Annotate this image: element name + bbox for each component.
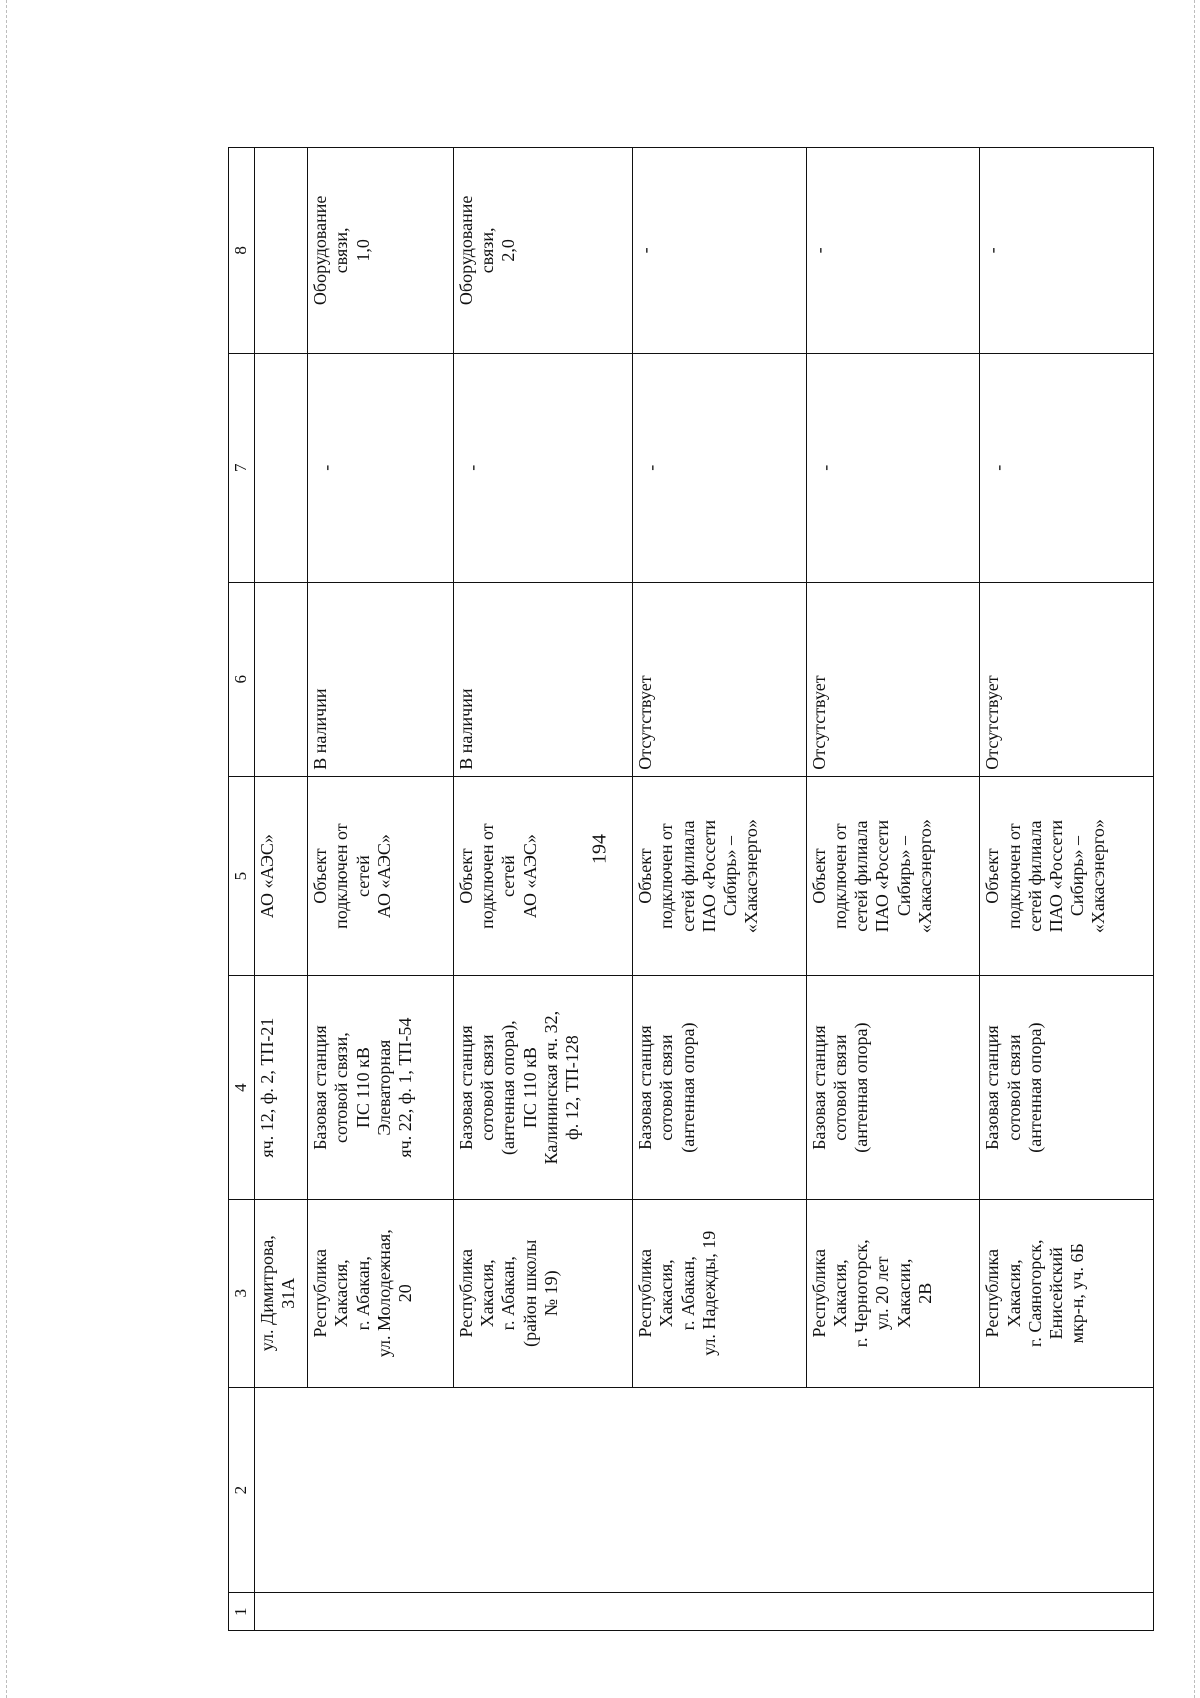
table-cell-col-1 xyxy=(980,1593,1154,1631)
table-cell-col-8 xyxy=(255,148,308,354)
cell-text-line: Базовая станция xyxy=(455,1025,476,1150)
document-table xyxy=(228,147,1154,1631)
table-row xyxy=(308,148,454,1631)
table-wrapper xyxy=(228,147,1154,1631)
table-cell-col-7: - xyxy=(806,353,980,582)
cell-text-line: связи, xyxy=(477,227,498,274)
column-header-1: 1 xyxy=(229,1593,255,1631)
cell-text-line: ул. Надежды, 19 xyxy=(698,1230,719,1356)
cell-text-line: сотовой связи xyxy=(656,1034,677,1141)
cell-text-line: - xyxy=(635,247,656,254)
cell-text-line: Объект xyxy=(455,848,476,904)
cell-text-line: Объект xyxy=(635,848,656,904)
table-cell-col-8 xyxy=(453,148,632,354)
cell-text-line: ул. Димитрова, xyxy=(257,1235,277,1352)
cell-text-line: сотовой связи xyxy=(829,1034,850,1141)
column-header-2: 2 xyxy=(229,1387,255,1593)
cell-text-line: «Хакасэнерго» xyxy=(1088,819,1109,934)
table-header-row xyxy=(229,148,255,1631)
cell-text-line: ул. 20 лет xyxy=(872,1256,893,1331)
cell-text-line: 2В xyxy=(914,1282,935,1304)
table-cell-col-8 xyxy=(308,148,454,354)
table-cell-col-4 xyxy=(633,976,807,1199)
table-cell-col-2 xyxy=(308,1387,454,1593)
table-cell-col-3 xyxy=(980,1199,1154,1387)
table-cell-col-3 xyxy=(806,1199,980,1387)
cell-text-line: Хакасия, xyxy=(331,1259,352,1328)
table-cell-col-4 xyxy=(806,976,980,1199)
cell-text-line: Оборудование xyxy=(310,195,331,306)
cell-text-line: Сибирь» – xyxy=(1067,836,1088,917)
table-cell-col-5 xyxy=(633,776,807,976)
cell-text-line: Объект xyxy=(310,848,331,904)
cell-text-line: ф. 12, ТП-128 xyxy=(561,1035,582,1140)
cell-text-line: ПС 110 кВ xyxy=(519,1047,540,1129)
column-header-6: 6 xyxy=(229,582,255,776)
table-cell-col-3 xyxy=(633,1199,807,1387)
table-cell-col-7: - xyxy=(453,353,632,582)
table-cell-col-1 xyxy=(255,1593,308,1631)
cell-text-line: Хакасия, xyxy=(1003,1259,1024,1328)
cell-text-line: сетей филиала xyxy=(851,820,872,932)
cell-text-line: ПАО «Россети xyxy=(1046,819,1067,933)
cell-text-line: Элеваторная xyxy=(373,1039,394,1136)
cell-text-line: мкр-н, уч. 6Б xyxy=(1067,1243,1088,1344)
cell-text-line: (район школы xyxy=(519,1239,540,1347)
cell-text-line: (антенная опора) xyxy=(851,1022,872,1153)
cell-text-line: Хакасия, xyxy=(829,1259,850,1328)
table-row xyxy=(633,148,807,1631)
table-cell-col-4 xyxy=(308,976,454,1199)
column-header-4: 4 xyxy=(229,976,255,1199)
column-header-8: 8 xyxy=(229,148,255,354)
cell-text-line: сетей филиала xyxy=(677,820,698,932)
cell-text-line: Объект xyxy=(808,848,829,904)
page-number: 194 xyxy=(588,834,611,864)
cell-text-line: (антенная опора) xyxy=(1024,1022,1045,1153)
cell-text-line: подключен от xyxy=(656,823,677,929)
table-row xyxy=(980,148,1154,1631)
cell-text-line: Оборудование xyxy=(455,195,476,306)
table-cell-col-2 xyxy=(453,1387,632,1593)
cell-text-line: подключен от xyxy=(1003,823,1024,929)
cell-text-line: сетей филиала xyxy=(1024,820,1045,932)
table-cell-col-6: Отсутствует xyxy=(980,582,1154,776)
table-cell-col-4 xyxy=(980,976,1154,1199)
table-row xyxy=(806,148,980,1631)
cell-text-line: Республика xyxy=(982,1249,1003,1338)
cell-text-line: 20 xyxy=(395,1284,416,1303)
scan-edge-left xyxy=(6,0,7,1698)
cell-text-line: яч. 12, ф. 2, ТП-21 xyxy=(257,1017,277,1158)
table-cell-col-1 xyxy=(308,1593,454,1631)
cell-text-line: г. Черногорск, xyxy=(851,1239,872,1348)
cell-text-line: 31А xyxy=(278,1277,299,1309)
table-row xyxy=(255,148,308,1631)
table-cell-col-5 xyxy=(308,776,454,976)
cell-text-line: ПАО «Россети xyxy=(872,819,893,933)
cell-text-line: АО «АЭС» xyxy=(519,834,540,919)
cell-text-line: (антенная опора), xyxy=(498,1020,519,1155)
table-cell-col-3 xyxy=(255,1199,308,1387)
cell-text-line: связи, xyxy=(331,227,352,274)
cell-text-line: 1,0 xyxy=(352,239,373,262)
cell-text-line: ПС 110 кВ xyxy=(352,1047,373,1129)
scan-edge-right xyxy=(1194,0,1195,1698)
cell-text-line: Базовая станция xyxy=(310,1025,331,1150)
cell-text-line: сетей xyxy=(352,855,373,897)
table-cell-col-6: В наличии xyxy=(308,582,454,776)
cell-text-line: № 19) xyxy=(540,1270,561,1317)
cell-text-line: Енисейский xyxy=(1046,1247,1067,1340)
table-cell-col-2 xyxy=(633,1387,807,1593)
cell-text-line: подключен от xyxy=(829,823,850,929)
cell-text-line: подключен от xyxy=(331,823,352,929)
cell-text-line: «Хакасэнерго» xyxy=(741,819,762,934)
cell-text-line: Хакасия, xyxy=(656,1259,677,1328)
cell-text-line: Базовая станция xyxy=(808,1025,829,1150)
table-cell-col-5 xyxy=(980,776,1154,976)
table-cell-col-2 xyxy=(806,1387,980,1593)
table-cell-col-4 xyxy=(255,976,308,1199)
table-cell-col-5 xyxy=(255,776,308,976)
cell-text-line: АО «АЭС» xyxy=(373,834,394,919)
table-cell-col-6: Отсутствует xyxy=(806,582,980,776)
table-cell-col-7 xyxy=(255,353,308,582)
cell-text-line: Республика xyxy=(635,1249,656,1338)
table-cell-col-5 xyxy=(806,776,980,976)
cell-text-line: сотовой связи xyxy=(477,1034,498,1141)
table-cell-col-3 xyxy=(308,1199,454,1387)
cell-text-line: сотовой связи, xyxy=(331,1032,352,1143)
cell-text-line: - xyxy=(982,247,1003,254)
table-body xyxy=(255,148,1154,1631)
table-cell-col-1 xyxy=(453,1593,632,1631)
table-cell-col-8 xyxy=(633,148,807,354)
cell-text-line: Сибирь» – xyxy=(719,836,740,917)
cell-text-line: г. Абакан, xyxy=(352,1256,373,1331)
cell-text-line: Хакасия, xyxy=(477,1259,498,1328)
table-cell-col-6: В наличии xyxy=(453,582,632,776)
cell-text-line: Республика xyxy=(808,1249,829,1338)
cell-text-line: Калининская яч. 32, xyxy=(540,1010,561,1165)
cell-text-line: сетей xyxy=(498,855,519,897)
cell-text-line: «Хакасэнерго» xyxy=(914,819,935,934)
cell-text-line: ПАО «Россети xyxy=(698,819,719,933)
cell-text-line: Базовая станция xyxy=(635,1025,656,1150)
column-header-3: 3 xyxy=(229,1199,255,1387)
cell-text-line: Хакасии, xyxy=(893,1258,914,1328)
table-cell-col-3 xyxy=(453,1199,632,1387)
cell-text-line: подключен от xyxy=(477,823,498,929)
table-cell-col-2 xyxy=(980,1387,1154,1593)
table-cell-col-7: - xyxy=(308,353,454,582)
table-cell-col-7: - xyxy=(633,353,807,582)
cell-text-line: Базовая станция xyxy=(982,1025,1003,1150)
table-cell-col-6: Отсутствует xyxy=(633,582,807,776)
cell-text-line: г. Абакан, xyxy=(677,1256,698,1331)
column-header-5: 5 xyxy=(229,776,255,976)
cell-text-line: Сибирь» – xyxy=(893,836,914,917)
cell-text-line: яч. 22, ф. 1, ТП-54 xyxy=(395,1017,416,1158)
cell-text-line: Республика xyxy=(310,1249,331,1338)
cell-text-line: Республика xyxy=(455,1249,476,1338)
table-cell-col-8 xyxy=(980,148,1154,354)
cell-text-line: 2,0 xyxy=(498,239,519,262)
cell-text-line: г. Абакан, xyxy=(498,1256,519,1331)
table-row xyxy=(453,148,632,1631)
cell-text-line: (антенная опора) xyxy=(677,1022,698,1153)
cell-text-line: ул. Молодежная, xyxy=(373,1229,394,1358)
table-cell-col-2 xyxy=(255,1387,308,1593)
table-cell-col-4 xyxy=(453,976,632,1199)
table-cell-col-1 xyxy=(633,1593,807,1631)
table-cell-col-7: - xyxy=(980,353,1154,582)
table-cell-col-6 xyxy=(255,582,308,776)
cell-text-line: Объект xyxy=(982,848,1003,904)
cell-text-line: г. Саяногорск, xyxy=(1024,1239,1045,1347)
table-cell-col-5 xyxy=(453,776,632,976)
column-header-7: 7 xyxy=(229,353,255,582)
table-cell-col-1 xyxy=(806,1593,980,1631)
cell-text-line: АО «АЭС» xyxy=(257,834,277,919)
cell-text-line: - xyxy=(808,247,829,254)
table-cell-col-8 xyxy=(806,148,980,354)
cell-text-line: сотовой связи xyxy=(1003,1034,1024,1141)
